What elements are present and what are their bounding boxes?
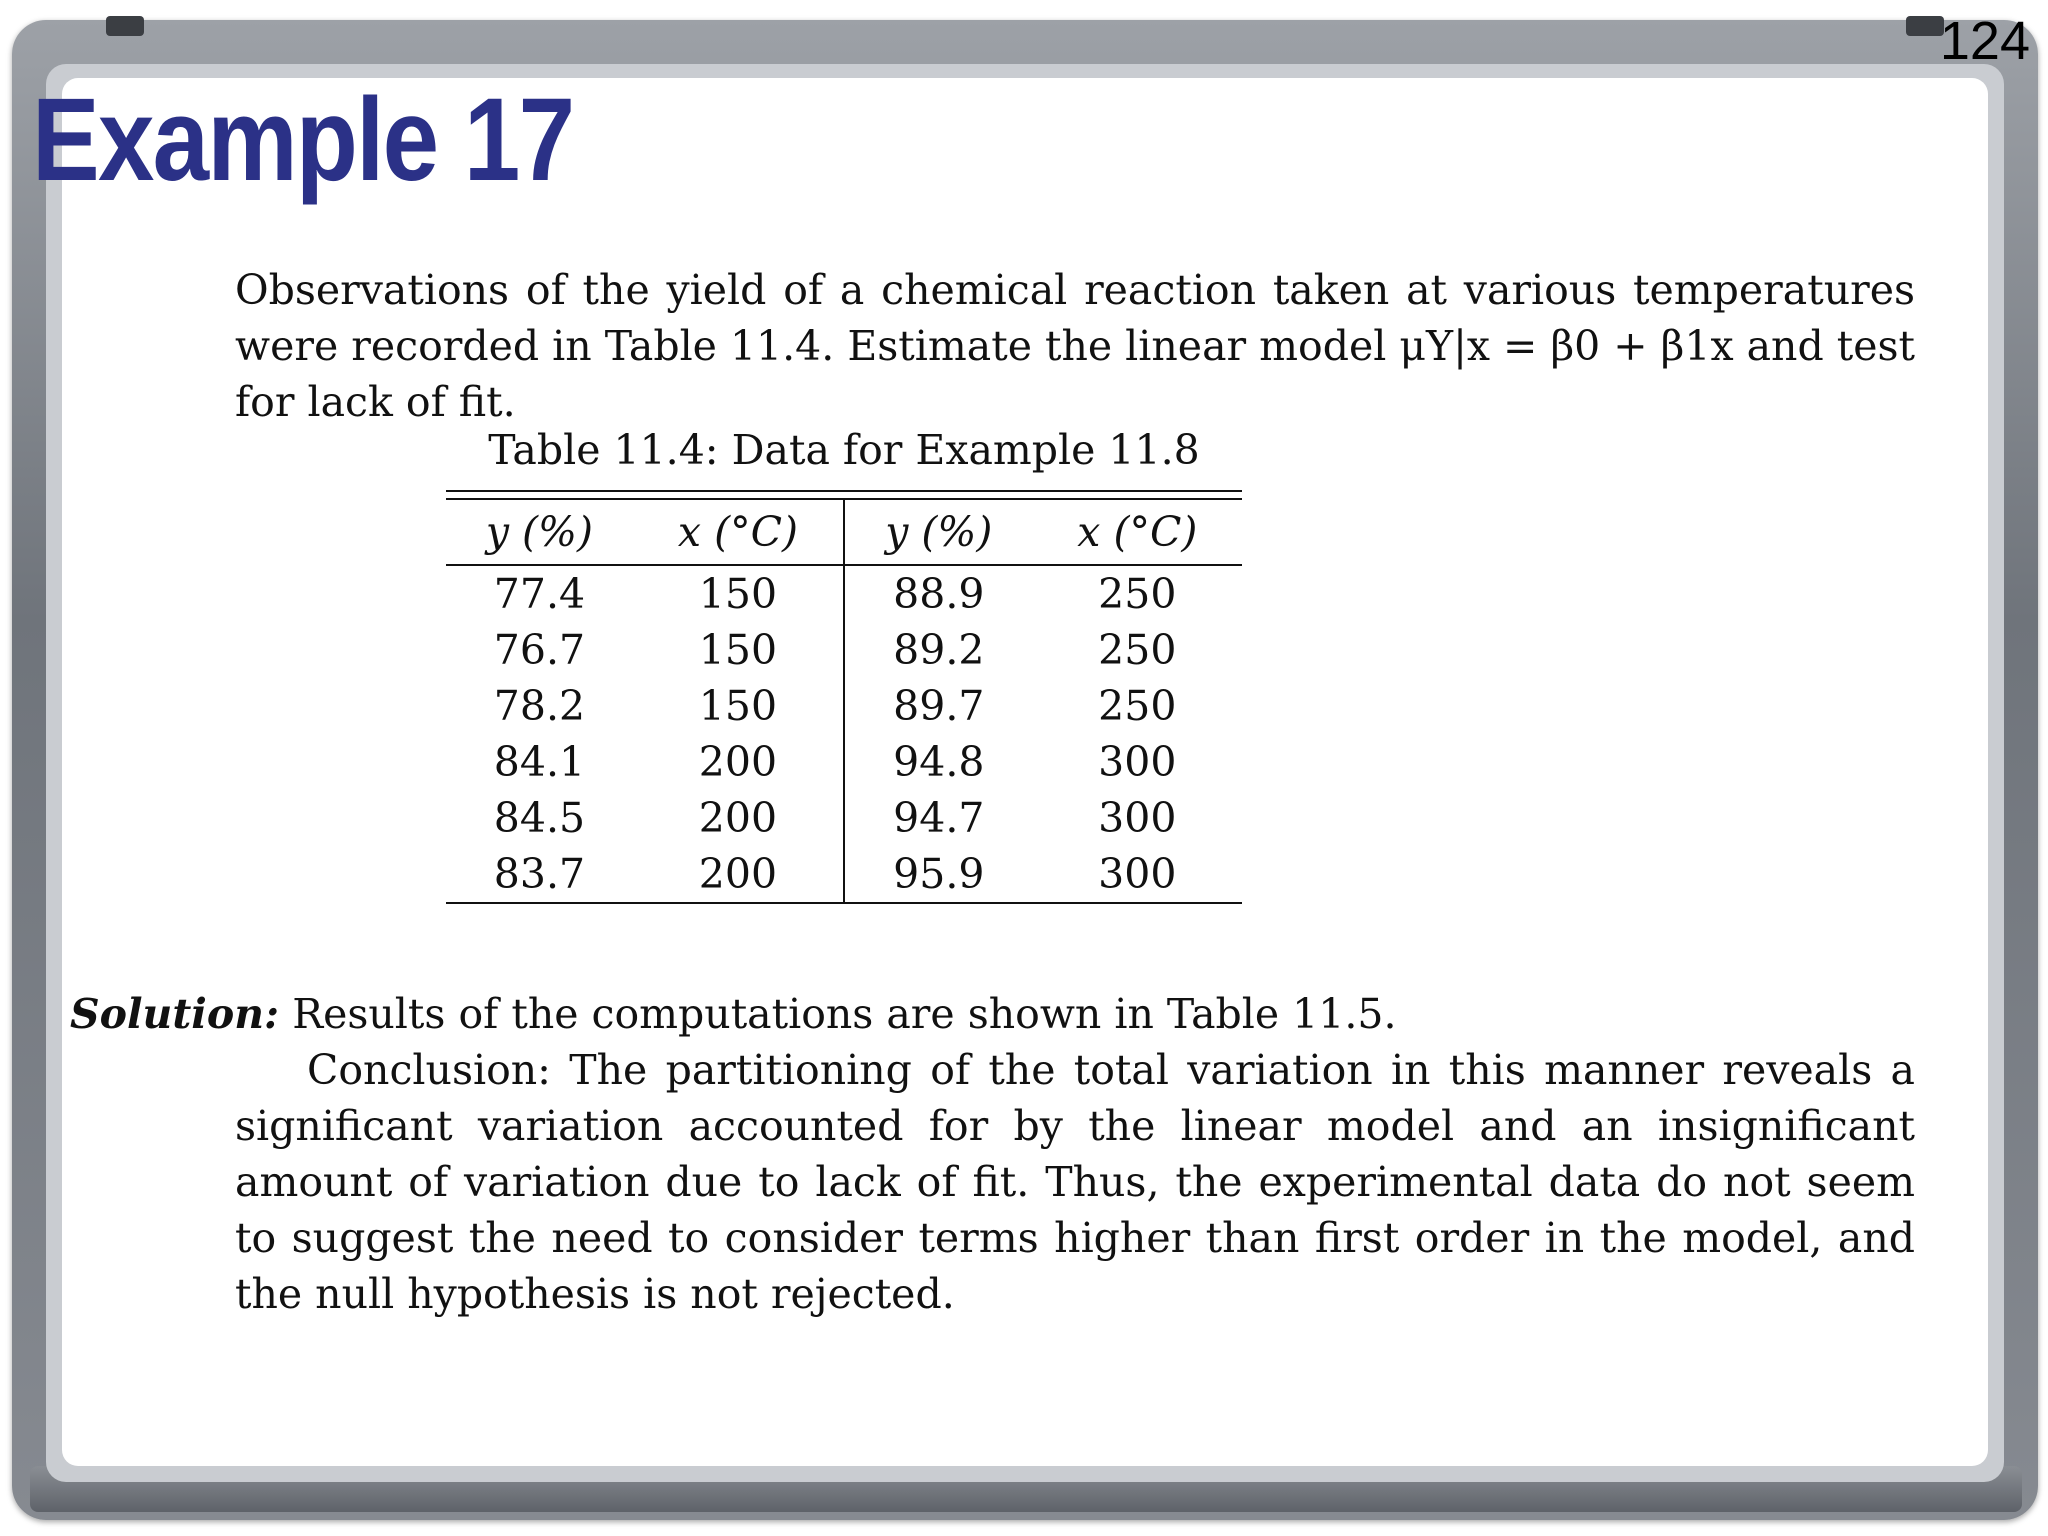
- frame-clip: [106, 16, 144, 36]
- table-cell: 200: [633, 790, 844, 846]
- table-header-row: [446, 500, 1242, 565]
- table-cell: 89.7: [893, 682, 985, 730]
- table-cell: 150: [633, 678, 844, 734]
- table-row: [446, 734, 1242, 790]
- data-table: [446, 500, 1242, 904]
- table-cell: 250: [1098, 626, 1177, 674]
- table-cell: 88.9: [893, 570, 985, 618]
- table-cell: 76.7: [493, 626, 586, 674]
- table-row: [446, 678, 1242, 734]
- table-cell: 83.7: [446, 846, 633, 903]
- table-row: [446, 565, 1242, 622]
- header-cell-x: x (°C): [1033, 500, 1242, 565]
- table-cell: 200: [633, 846, 844, 903]
- header-cell-y: y (%): [446, 500, 633, 565]
- table-cell: 94.8: [893, 738, 985, 786]
- solution-line: [70, 986, 1920, 1042]
- problem-statement: Observations of the yield of a chemical reaction taken at various temperatures were recorded in Table 11.4. Estimate the linear model μY|x = β0 + β1x and test for lack of fit.: [235, 266, 1915, 426]
- solution-label: Solution:: [70, 990, 280, 1038]
- data-table-block: [446, 424, 1242, 904]
- table-caption: Table 11.4: Data for Example 11.8: [488, 426, 1200, 474]
- table-cell: 150: [633, 565, 844, 622]
- table-cell: 77.4: [493, 570, 586, 618]
- header-cell-x: x (°C): [633, 500, 844, 565]
- table-cell: 250: [1098, 570, 1177, 618]
- table-cell: 300: [1098, 794, 1177, 842]
- table-cell: 89.2: [893, 626, 985, 674]
- page-number: 124: [1939, 11, 2030, 71]
- frame-clip: [1906, 16, 1944, 36]
- table-cell: 95.9: [844, 846, 1033, 903]
- table-cell: 200: [633, 734, 844, 790]
- table-top-rule: [446, 490, 1242, 492]
- table-row: [446, 846, 1242, 903]
- table-cell: 150: [633, 622, 844, 678]
- header-cell-y: y (%): [844, 500, 1033, 565]
- table-row: [446, 622, 1242, 678]
- conclusion-paragraph: Conclusion: The partitioning of the total variation in this manner reveals a significant variation accounted for by the linear model and an insignificant amount of variation due to lack of fit. Thus, the experimental data do not seem to suggest the need to consider terms higher than first order in the model, and the null hypothesis is not rejected.: [235, 1046, 1915, 1318]
- table-cell: 78.2: [493, 682, 586, 730]
- slide-title: Example 17: [32, 74, 574, 206]
- table-cell: 300: [1033, 846, 1242, 903]
- table-cell: 300: [1098, 738, 1177, 786]
- solution-text: Results of the computations are shown in Table 11.5.: [292, 990, 1397, 1038]
- table-cell: 84.5: [493, 794, 586, 842]
- table-row: [446, 790, 1242, 846]
- table-cell: 94.7: [893, 794, 985, 842]
- table-cell: 250: [1098, 682, 1177, 730]
- table-cell: 84.1: [493, 738, 586, 786]
